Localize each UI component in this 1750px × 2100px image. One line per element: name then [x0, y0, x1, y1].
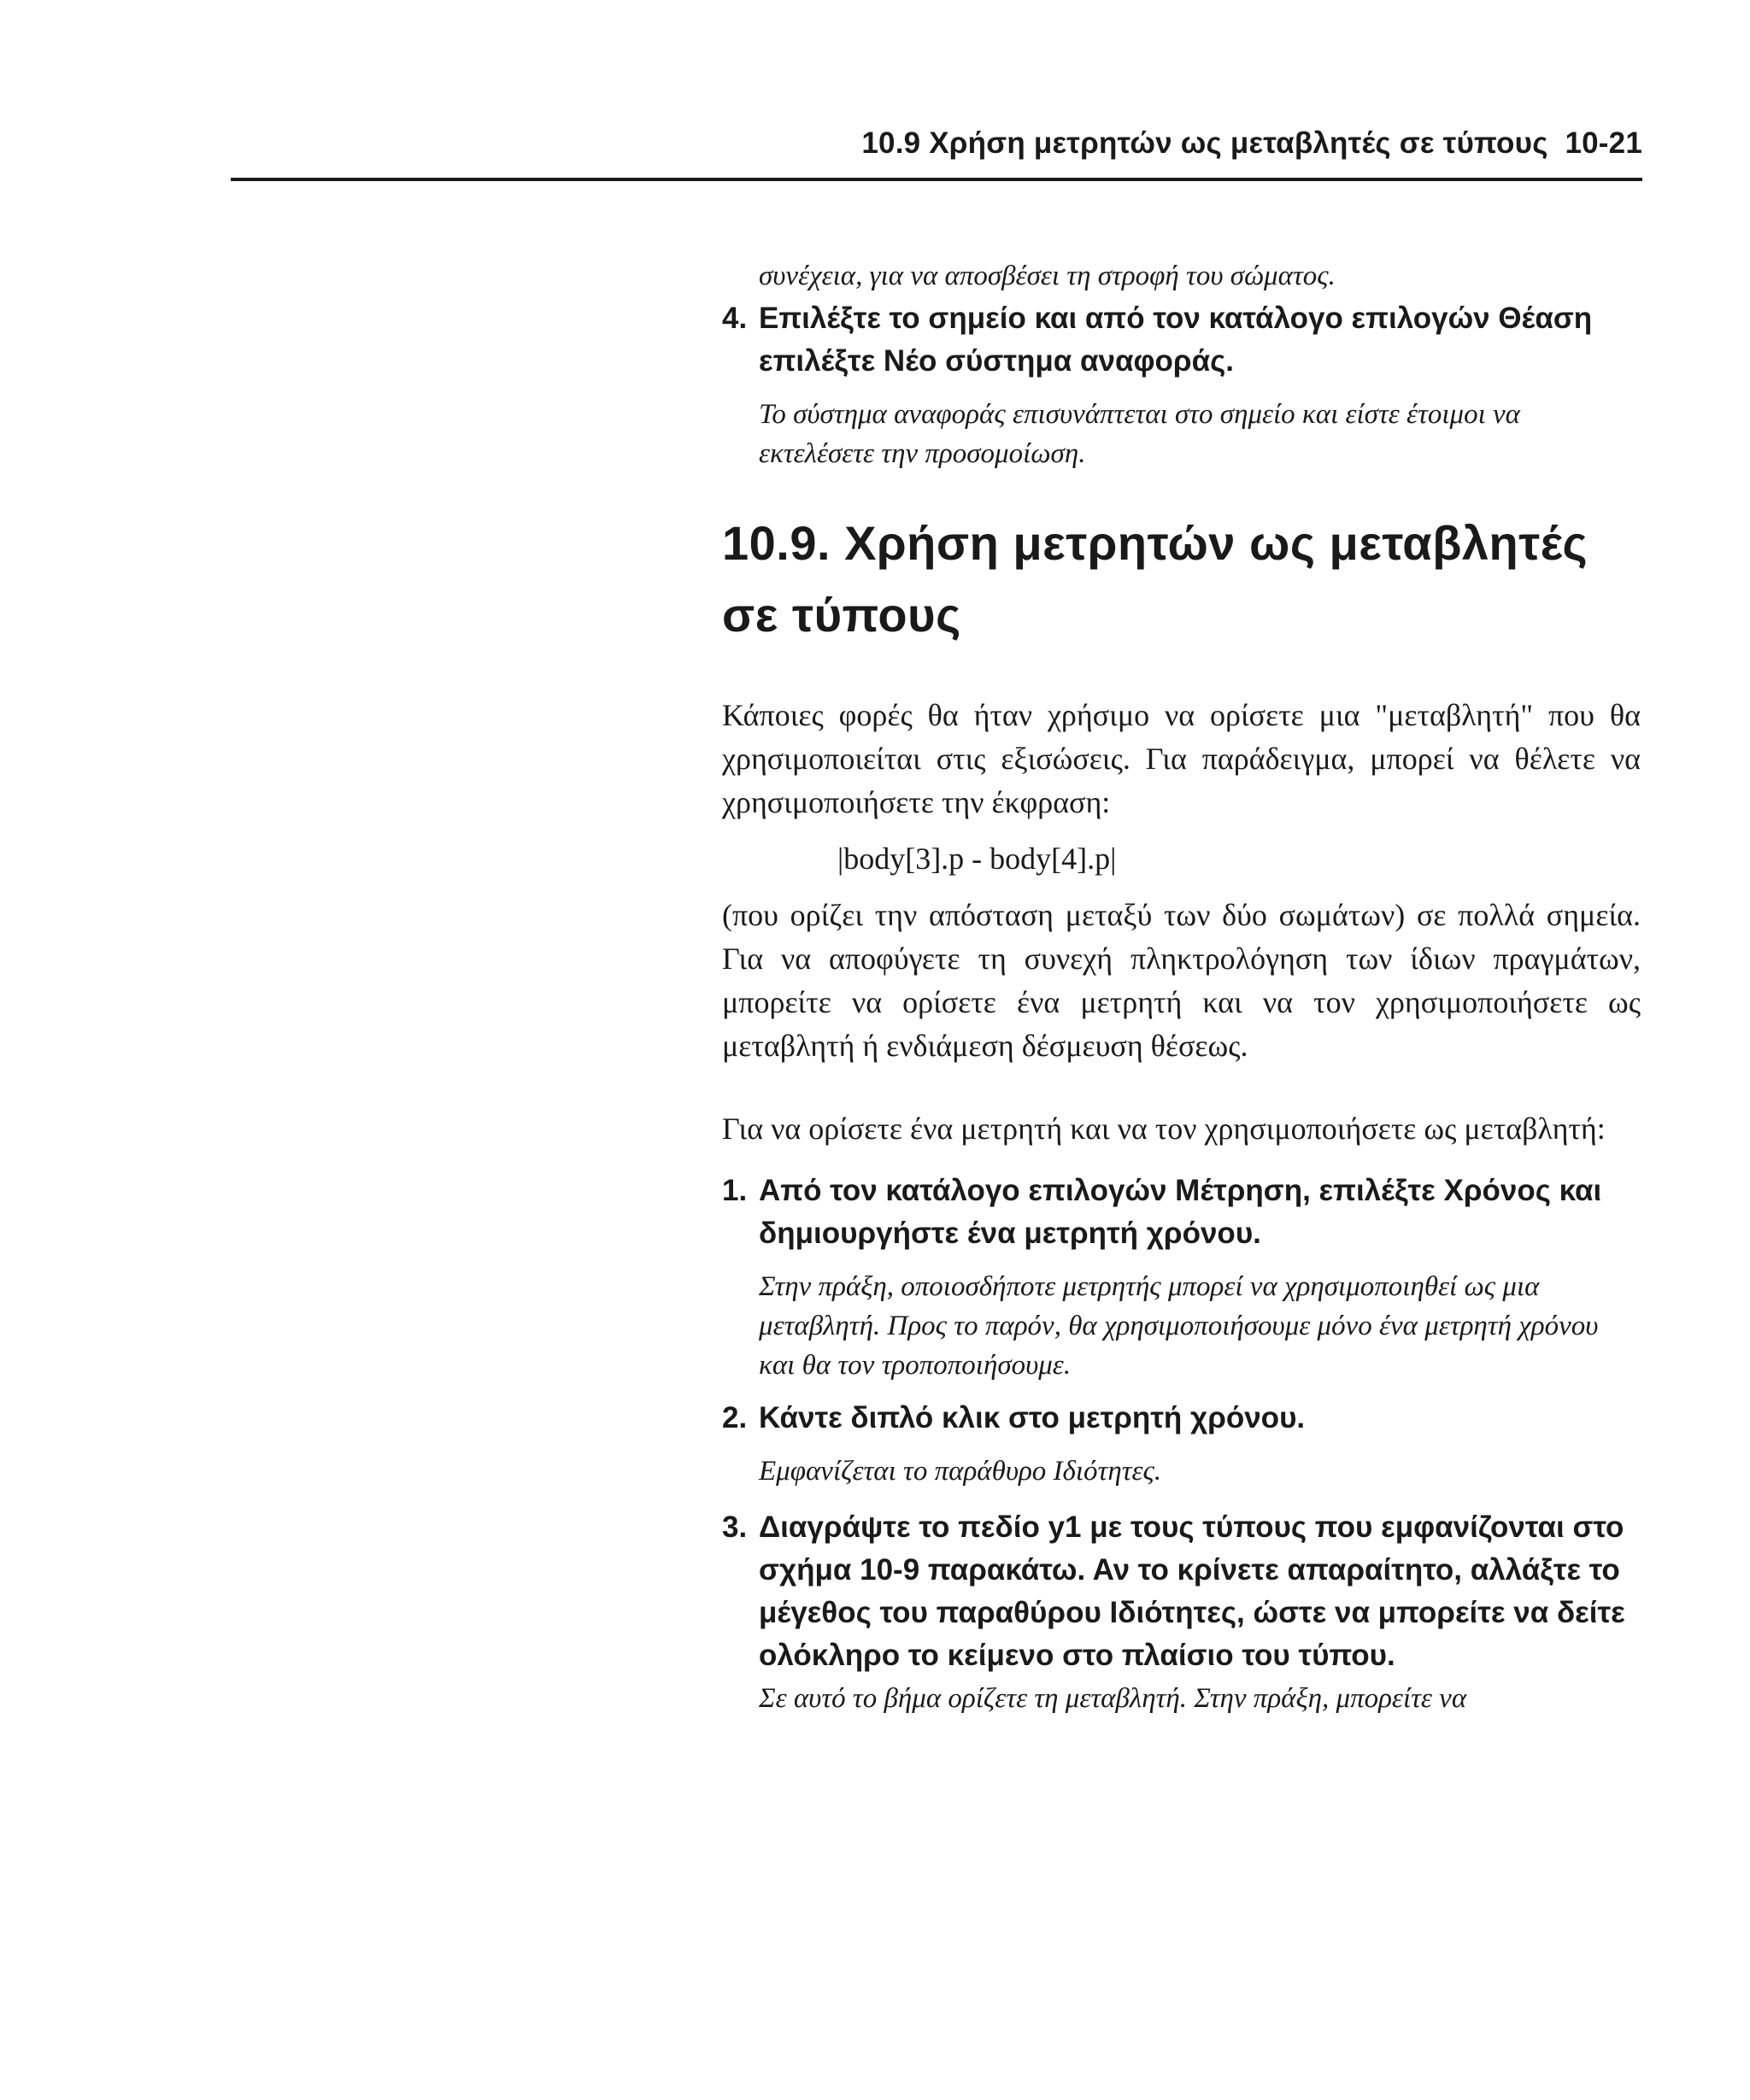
step-text: Διαγράψτε το πεδίο y1 με τους τύπους που εμφανίζονται στο σχήμα 10-9 παρακάτω. Αν το κρίνετε απαραίτητο, αλλάξτε το μέγεθος του παραθύρου Ιδιότητες, ώστε να μπορείτε να δείτε ολόκληρο το κείμενο στο πλαίσιο του τύπου. [759, 1510, 1625, 1672]
procedure-intro: Για να ορίσετε ένα μετρητή και να τον χρησιμοποιήσετε ως μεταβλητή: [722, 1112, 1606, 1146]
step-number: 1. [722, 1174, 748, 1207]
running-title: 10.9 Χρήση μετρητών ως μεταβλητές σε τύπους [861, 126, 1548, 160]
header-rule [231, 178, 1642, 181]
section-heading: 10.9. Χρήση μετρητών ως μεταβλητές σε τύπους [722, 516, 1589, 642]
step-1 [722, 1170, 1641, 1255]
step-1-note: Στην πράξη, οποιοσδήποτε μετρητής μπορεί να χρησιμοποιηθεί ως μια μεταβλητή. Προς το παρόν, θα χρησιμοποιήσουμε μόνο ένα μετρητή χρόνου και θα τον τροποποιήσουμε. [759, 1271, 1599, 1381]
intro-paragraph: Κάποιες φορές θα ήταν χρήσιμο να ορίσετε μια "μεταβλητή" που θα χρησιμοποιείται στις εξισώσεις. Για παράδειγμα, μπορεί να θέλετε να χρησιμοποιήσετε την έκφραση: [722, 698, 1641, 819]
step-4 [722, 297, 1641, 383]
step-2-note: Εμφανίζεται το παράθυρο Ιδιότητες. [759, 1456, 1162, 1487]
formula-expression: |body[3].p - body[4].p| [837, 842, 1117, 876]
step-number: 4. [722, 302, 748, 335]
step-number: 2. [722, 1401, 748, 1434]
page-number: 10-21 [1565, 126, 1642, 160]
step-3-note: Σε αυτό το βήμα ορίζετε τη μεταβλητή. Στην πράξη, μπορείτε να [759, 1683, 1467, 1714]
step-3 [722, 1506, 1641, 1677]
step-text: Κάντε διπλό κλικ στο μετρητή χρόνου. [759, 1401, 1306, 1434]
step-text: Επιλέξτε το σημείο και από τον κατάλογο επιλογών Θέαση επιλέξτε Νέο σύστημα αναφοράς. [759, 302, 1593, 378]
page-content [722, 256, 1641, 1718]
step-4-note: Το σύστημα αναφοράς επισυνάπτεται στο σημείο και είστε έτοιμοι να εκτελέσετε την προσομοίωση. [759, 399, 1520, 469]
running-header [231, 126, 1642, 161]
step-2 [722, 1397, 1641, 1440]
continued-note: συνέχεια, για να αποσβέσει τη στροφή του σώματος. [759, 261, 1336, 291]
step-text: Από τον κατάλογο επιλογών Μέτρηση, επιλέξτε Χρόνος και δημιουργήστε ένα μετρητή χρόνου. [759, 1174, 1602, 1250]
step-number: 3. [722, 1510, 748, 1544]
explanation-paragraph: (που ορίζει την απόσταση μεταξύ των δύο σωμάτων) σε πολλά σημεία. Για να αποφύγετε τη συνεχή πληκτρολόγηση των ίδιων πραγμάτων, μπορείτε να ορίσετε ένα μετρητή και να τον χρησιμοποιήσετε ως μεταβλητή ή ενδιάμεση δέσμευση θέσεως. [722, 898, 1641, 1063]
